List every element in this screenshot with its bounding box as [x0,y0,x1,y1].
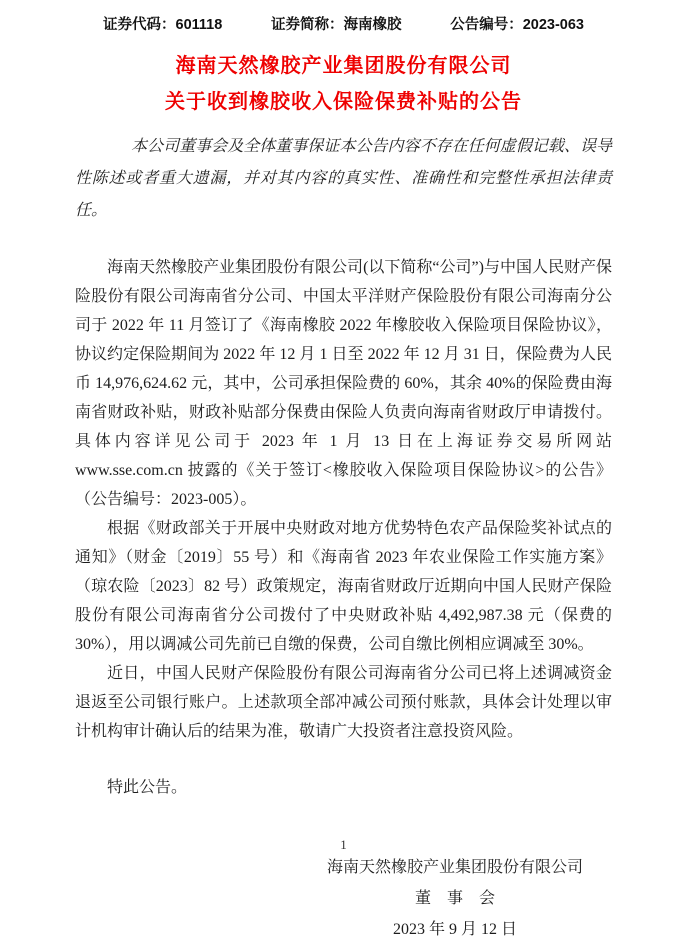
body-paragraph: 海南天然橡胶产业集团股份有限公司(以下简称“公司”)与中国人民财产保险股份有限公司海南省分公司、中国太平洋财产保险股份有限公司海南分公司于 2022 年 11 月签订了《海南橡胶 2022 年橡胶收入保险项目保险协议》，协议约定保险期间为 2022 年 12 月 1 日至 2022 年 12 月 31 日，保险费为人民币 14,976,624.62 元，其中，公司承担保险费的 60%，其余 40%的保险费由海南省财政补贴，财政补贴部分保费由保险人负责向海南省财政厅申请拨付。具体内容详见公司于 2023 年 1 月 13 日在上海证券交易所网站 www.sse.com.cn 披露的《关于签订<橡胶收入保险项目保险协议>的公告》（公告编号：2023-005）。 [75,259,612,508]
stock-code-label: 证券代码： [103,17,176,33]
document-header [75,14,612,36]
stock-name-value: 海南橡胶 [343,17,402,33]
page-number: 1 [340,837,347,852]
hereby-announced: 特此公告。 [107,779,188,796]
stock-code [103,14,222,36]
signature-block [75,852,612,945]
body-paragraph: 近日，中国人民财产保险股份有限公司海南省分公司已将上述调减资金退返至公司银行账户。上述款项全部冲减公司预付账款，具体会计处理以审计机构审计确认后的结果为准，敬请广大投资者注意投资风险。 [75,665,612,740]
announcement-number-value: 2023-063 [522,17,584,33]
signature-board: 董 事 会 [414,890,495,907]
body-paragraph: 根据《财政部关于开展中央财政对地方优势特色农产品保险奖补试点的通知》（财金〔2019〕55 号）和《海南省 2023 年农业保险工作实施方案》（琼农险〔2023〕82 号）政策规定，海南省财政厅近期向中国人民财产保险股份有限公司海南省分公司拨付了中央财政补贴 4,492,987.38 元（保费的 30%），用以调减公司先前已自缴的保费，公司自缴比例相应调减至 30%。 [75,520,612,653]
announcement-body [75,253,612,802]
signature-inner [327,852,583,945]
stock-name [271,14,402,36]
announcement-title: 关于收到橡胶收入保险保费补贴的公告 [165,91,522,113]
announcement-number-label: 公告编号： [450,17,523,33]
board-disclaimer: 本公司董事会及全体董事保证本公告内容不存在任何虚假记载、误导性陈述或者重大遗漏，并对其内容的真实性、准确性和完整性承担法律责任。 [75,138,612,219]
stock-code-value: 601118 [175,17,223,33]
signature-company: 海南天然橡胶产业集团股份有限公司 [326,859,583,876]
stock-name-label: 证券简称： [271,17,344,33]
signature-date: 2023 年 9 月 12 日 [392,921,517,938]
company-title: 海南天然橡胶产业集团股份有限公司 [175,55,512,77]
announcement-number [450,14,584,36]
